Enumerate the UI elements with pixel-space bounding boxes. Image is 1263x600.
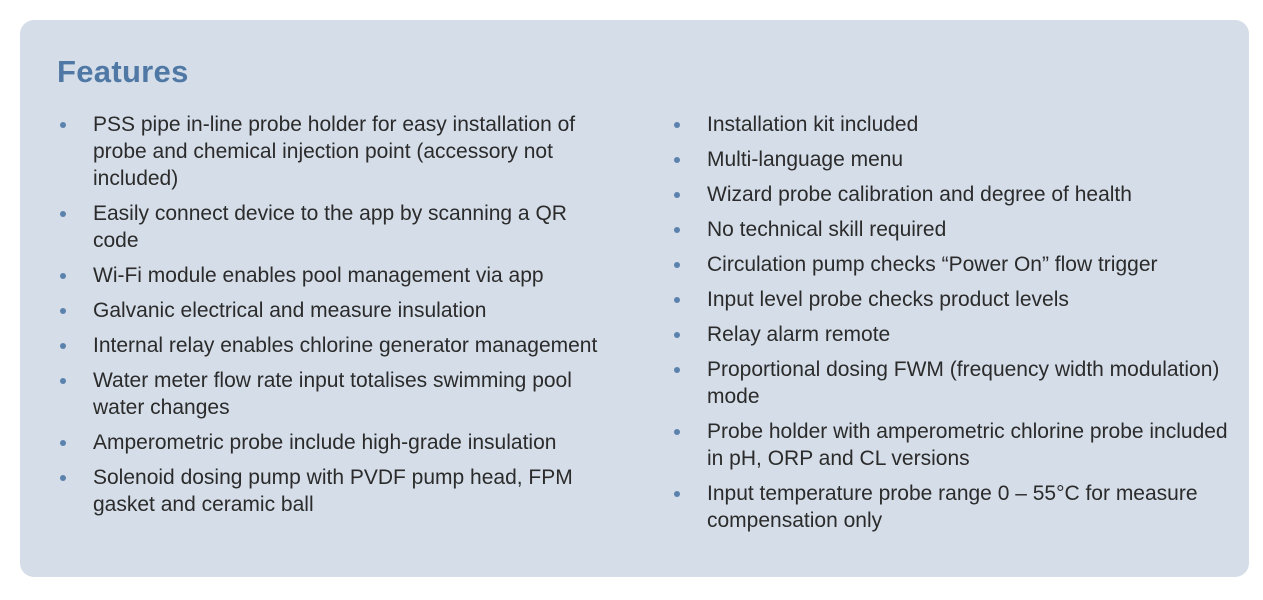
bullet-icon bbox=[60, 475, 66, 481]
bullet-icon bbox=[674, 332, 680, 338]
feature-item bbox=[671, 321, 1231, 348]
bullet-icon bbox=[60, 273, 66, 279]
feature-item bbox=[671, 111, 1231, 138]
feature-text: Multi-language menu bbox=[707, 148, 904, 171]
bullet-icon bbox=[60, 122, 66, 128]
feature-text: No technical skill required bbox=[707, 218, 947, 241]
features-panel bbox=[20, 20, 1249, 577]
feature-item bbox=[671, 418, 1231, 472]
features-list-left bbox=[57, 111, 617, 526]
feature-text: Solenoid dosing pump with PVDF pump head, FPM gasket and ceramic ball bbox=[93, 466, 573, 516]
feature-text: Amperometric probe include high-grade insulation bbox=[93, 431, 557, 454]
feature-text: Input level probe checks product levels bbox=[707, 288, 1069, 311]
feature-item bbox=[57, 111, 617, 192]
bullet-icon bbox=[60, 343, 66, 349]
bullet-icon bbox=[60, 378, 66, 384]
feature-item bbox=[57, 297, 617, 324]
feature-item bbox=[671, 216, 1231, 243]
feature-text: Relay alarm remote bbox=[707, 323, 891, 346]
bullet-icon bbox=[674, 297, 680, 303]
bullet-icon bbox=[674, 491, 680, 497]
feature-text: Proportional dosing FWM (frequency width modulation) mode bbox=[707, 358, 1220, 408]
feature-text: Galvanic electrical and measure insulation bbox=[93, 299, 487, 322]
feature-text: PSS pipe in-line probe holder for easy installation of probe and chemical injection point (accessory not included) bbox=[93, 113, 576, 190]
feature-item bbox=[671, 286, 1231, 313]
feature-text: Easily connect device to the app by scanning a QR code bbox=[93, 202, 567, 252]
bullet-icon bbox=[60, 211, 66, 217]
feature-item bbox=[57, 200, 617, 254]
feature-item bbox=[57, 464, 617, 518]
feature-item bbox=[671, 251, 1231, 278]
feature-item bbox=[671, 146, 1231, 173]
feature-text: Wi-Fi module enables pool management via app bbox=[93, 264, 544, 287]
feature-text: Water meter flow rate input totalises swimming pool water changes bbox=[93, 369, 572, 419]
bullet-icon bbox=[60, 308, 66, 314]
bullet-icon bbox=[674, 122, 680, 128]
bullet-icon bbox=[674, 192, 680, 198]
feature-item bbox=[671, 480, 1231, 534]
feature-text: Internal relay enables chlorine generator management bbox=[93, 334, 598, 357]
bullet-icon bbox=[674, 367, 680, 373]
features-title: Features bbox=[57, 54, 189, 89]
feature-item bbox=[671, 356, 1231, 410]
bullet-icon bbox=[674, 157, 680, 163]
bullet-icon bbox=[674, 262, 680, 268]
feature-item bbox=[57, 367, 617, 421]
bullet-icon bbox=[674, 227, 680, 233]
feature-text: Installation kit included bbox=[707, 113, 919, 136]
feature-text: Wizard probe calibration and degree of health bbox=[707, 183, 1132, 206]
feature-item bbox=[57, 429, 617, 456]
features-list-right bbox=[671, 111, 1231, 542]
feature-item bbox=[671, 181, 1231, 208]
feature-text: Input temperature probe range 0 – 55°C for measure compensation only bbox=[707, 482, 1198, 532]
bullet-icon bbox=[674, 429, 680, 435]
feature-text: Circulation pump checks “Power On” flow trigger bbox=[707, 253, 1158, 276]
feature-text: Probe holder with amperometric chlorine probe included in pH, ORP and CL versions bbox=[707, 420, 1228, 470]
bullet-icon bbox=[60, 440, 66, 446]
feature-item bbox=[57, 262, 617, 289]
feature-item bbox=[57, 332, 617, 359]
